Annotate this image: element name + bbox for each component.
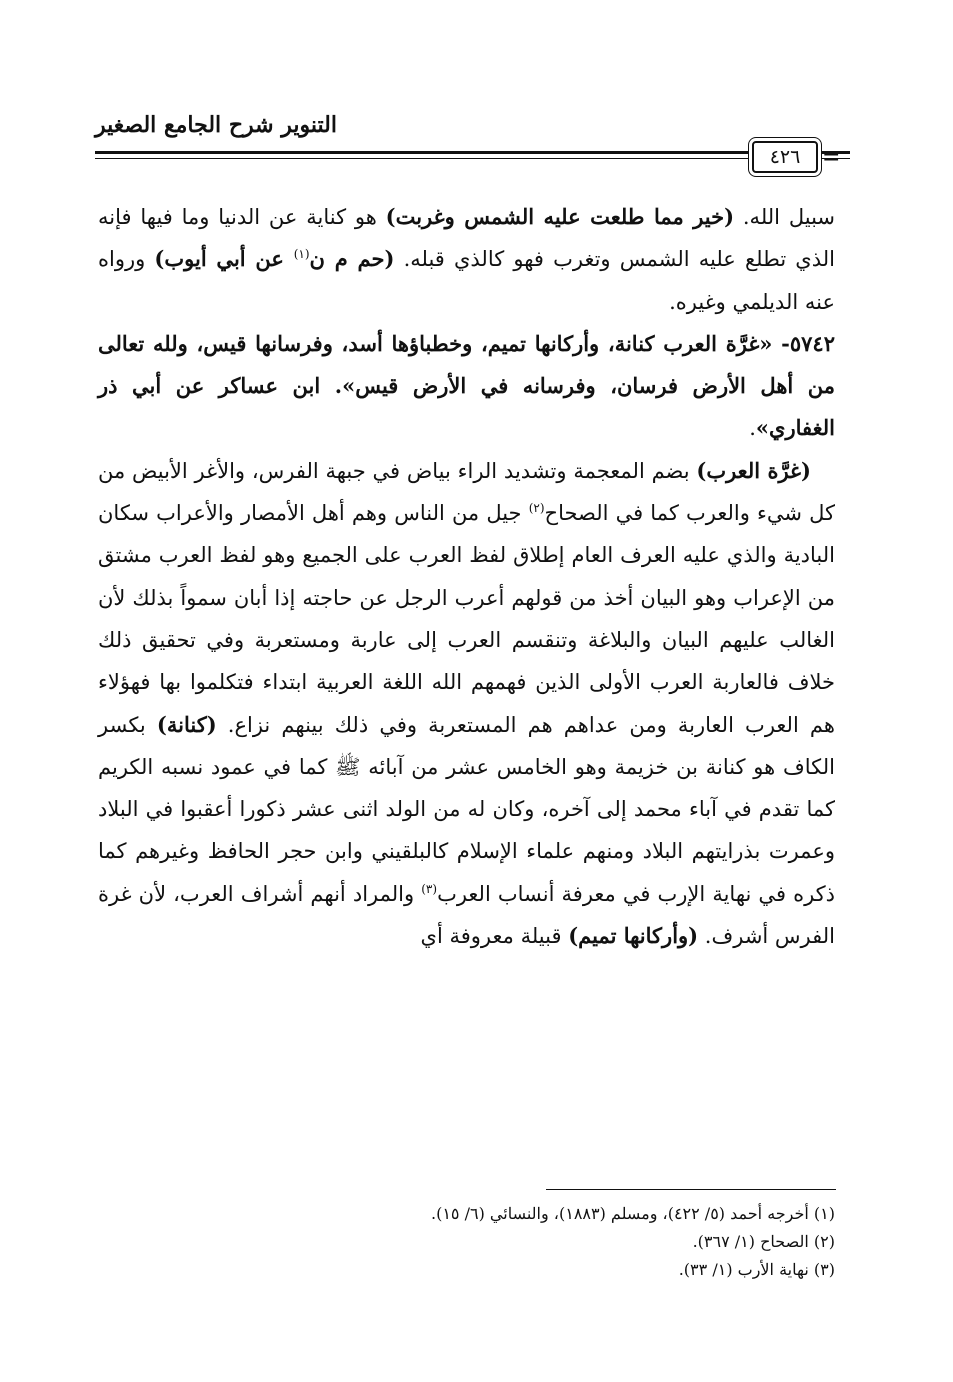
- quoted-hadith: (خير مما طلعت عليه الشمس وغربت): [385, 204, 735, 229]
- footnote: (٣) نهاية الأرب (١/ ٣٣).: [678, 1260, 835, 1279]
- hadith-text: ٥٧٤٢- «غرَّة العرب كنانة، وأركانها تميم، وخطباؤها أسد، وفرسانها قيس، ولله تعالى من أهل الأرض فرسان، وفرسانه في الأرض قيس». ابن عساكر عن أبي ذر الغفاري»: [98, 330, 835, 441]
- paragraph: [98, 196, 835, 323]
- footnote: (١) أخرجه أحمد (٥/ ٤٢٢)، ومسلم (١٨٨٣)، والنسائي (٦/ ١٥).: [430, 1204, 835, 1223]
- hadith-paragraph: [98, 323, 835, 450]
- text-run: جيل من الناس وهم أهل الأمصار والأعراب سكان البادية والذي عليه العرف العام إطلاق لفظ العرب على الجميع وهو لفظ العرب مشتق من الإعراب وهو البيان أخذ من قولهم أعرب الرجل عن حاجته إذا أبان سمواً بذلك لأن الغالب عليهم البيان والبلاغة وتنقسم العرب إلى عاربة ومستعربة وفي تحقيق ذلك خلاف فالعاربة العرب الأولى الذين فهمهم الله اللغة العربية ابتداء فتكلموا بها فهؤلاء هم العرب العاربة ومن عداهم هم المستعربة وفي ذلك بينهم نزاع.: [98, 501, 835, 737]
- source-reference: (حم م ن: [309, 246, 395, 272]
- page-number: ٤٢٦: [752, 141, 818, 173]
- text-run: قبيلة معروفة أي: [420, 924, 569, 949]
- source-reference: عن أبي أيوب): [154, 246, 294, 272]
- commentary-paragraph: [98, 450, 835, 958]
- footnote: (٢) الصحاح (١/ ٣٦٧).: [692, 1232, 835, 1251]
- text-run: .: [749, 416, 756, 441]
- text-run: بكسر الكاف هو كنانة بن خزيمة وهو الخامس عشر من آبائه ﷺ كما في عمود نسبه الكريم كما تقدم في آباء محمد إلى آخره، وكان له من الولد اثنى عشر ذكورا أعقبوا في البلاد وعمرت بذرايتهم البلاد ومنهم علماء الإسلام كالبلقيني وابن حجر الحافظ وغيرهم كما ذكره في نهاية الإرب في معرفة أنساب العرب: [98, 712, 836, 906]
- text-run: بضم المعجمة وتشديد الراء بياض في جبهة الفرس، والأغر الأبيض من كل شيء والعرب كما في الصحاح: [98, 458, 835, 526]
- keyword: (وأركانها تميم): [568, 923, 699, 949]
- book-title: التنوير شرح الجامع الصغير: [95, 112, 337, 138]
- keyword: (كنانة): [156, 711, 217, 737]
- header-rule: [95, 151, 850, 154]
- text-run: ورواه عنه الديلمي وغيره.: [98, 247, 835, 314]
- header-rule-thin: [95, 158, 850, 159]
- footnote-ref: (١): [293, 247, 310, 262]
- footnote-ref: (٣): [421, 881, 438, 896]
- footnote-divider: [546, 1189, 836, 1190]
- footnotes: [98, 1200, 835, 1284]
- keyword: (غرَّة العرب): [696, 457, 811, 483]
- text-run: سبيل الله.: [734, 205, 835, 229]
- main-text: [98, 196, 835, 957]
- footnote-ref: (٢): [528, 501, 545, 516]
- text-run: والمراد أنهم أشراف العرب، لأن غرة الفرس أشرف.: [98, 881, 835, 949]
- page-number-ornament: =: [822, 144, 841, 170]
- text-run: هو كناية عن الدنيا وما فيها فإنه الذي تطلع عليه الشمس وتغرب فهو كالذي قبله.: [98, 205, 835, 272]
